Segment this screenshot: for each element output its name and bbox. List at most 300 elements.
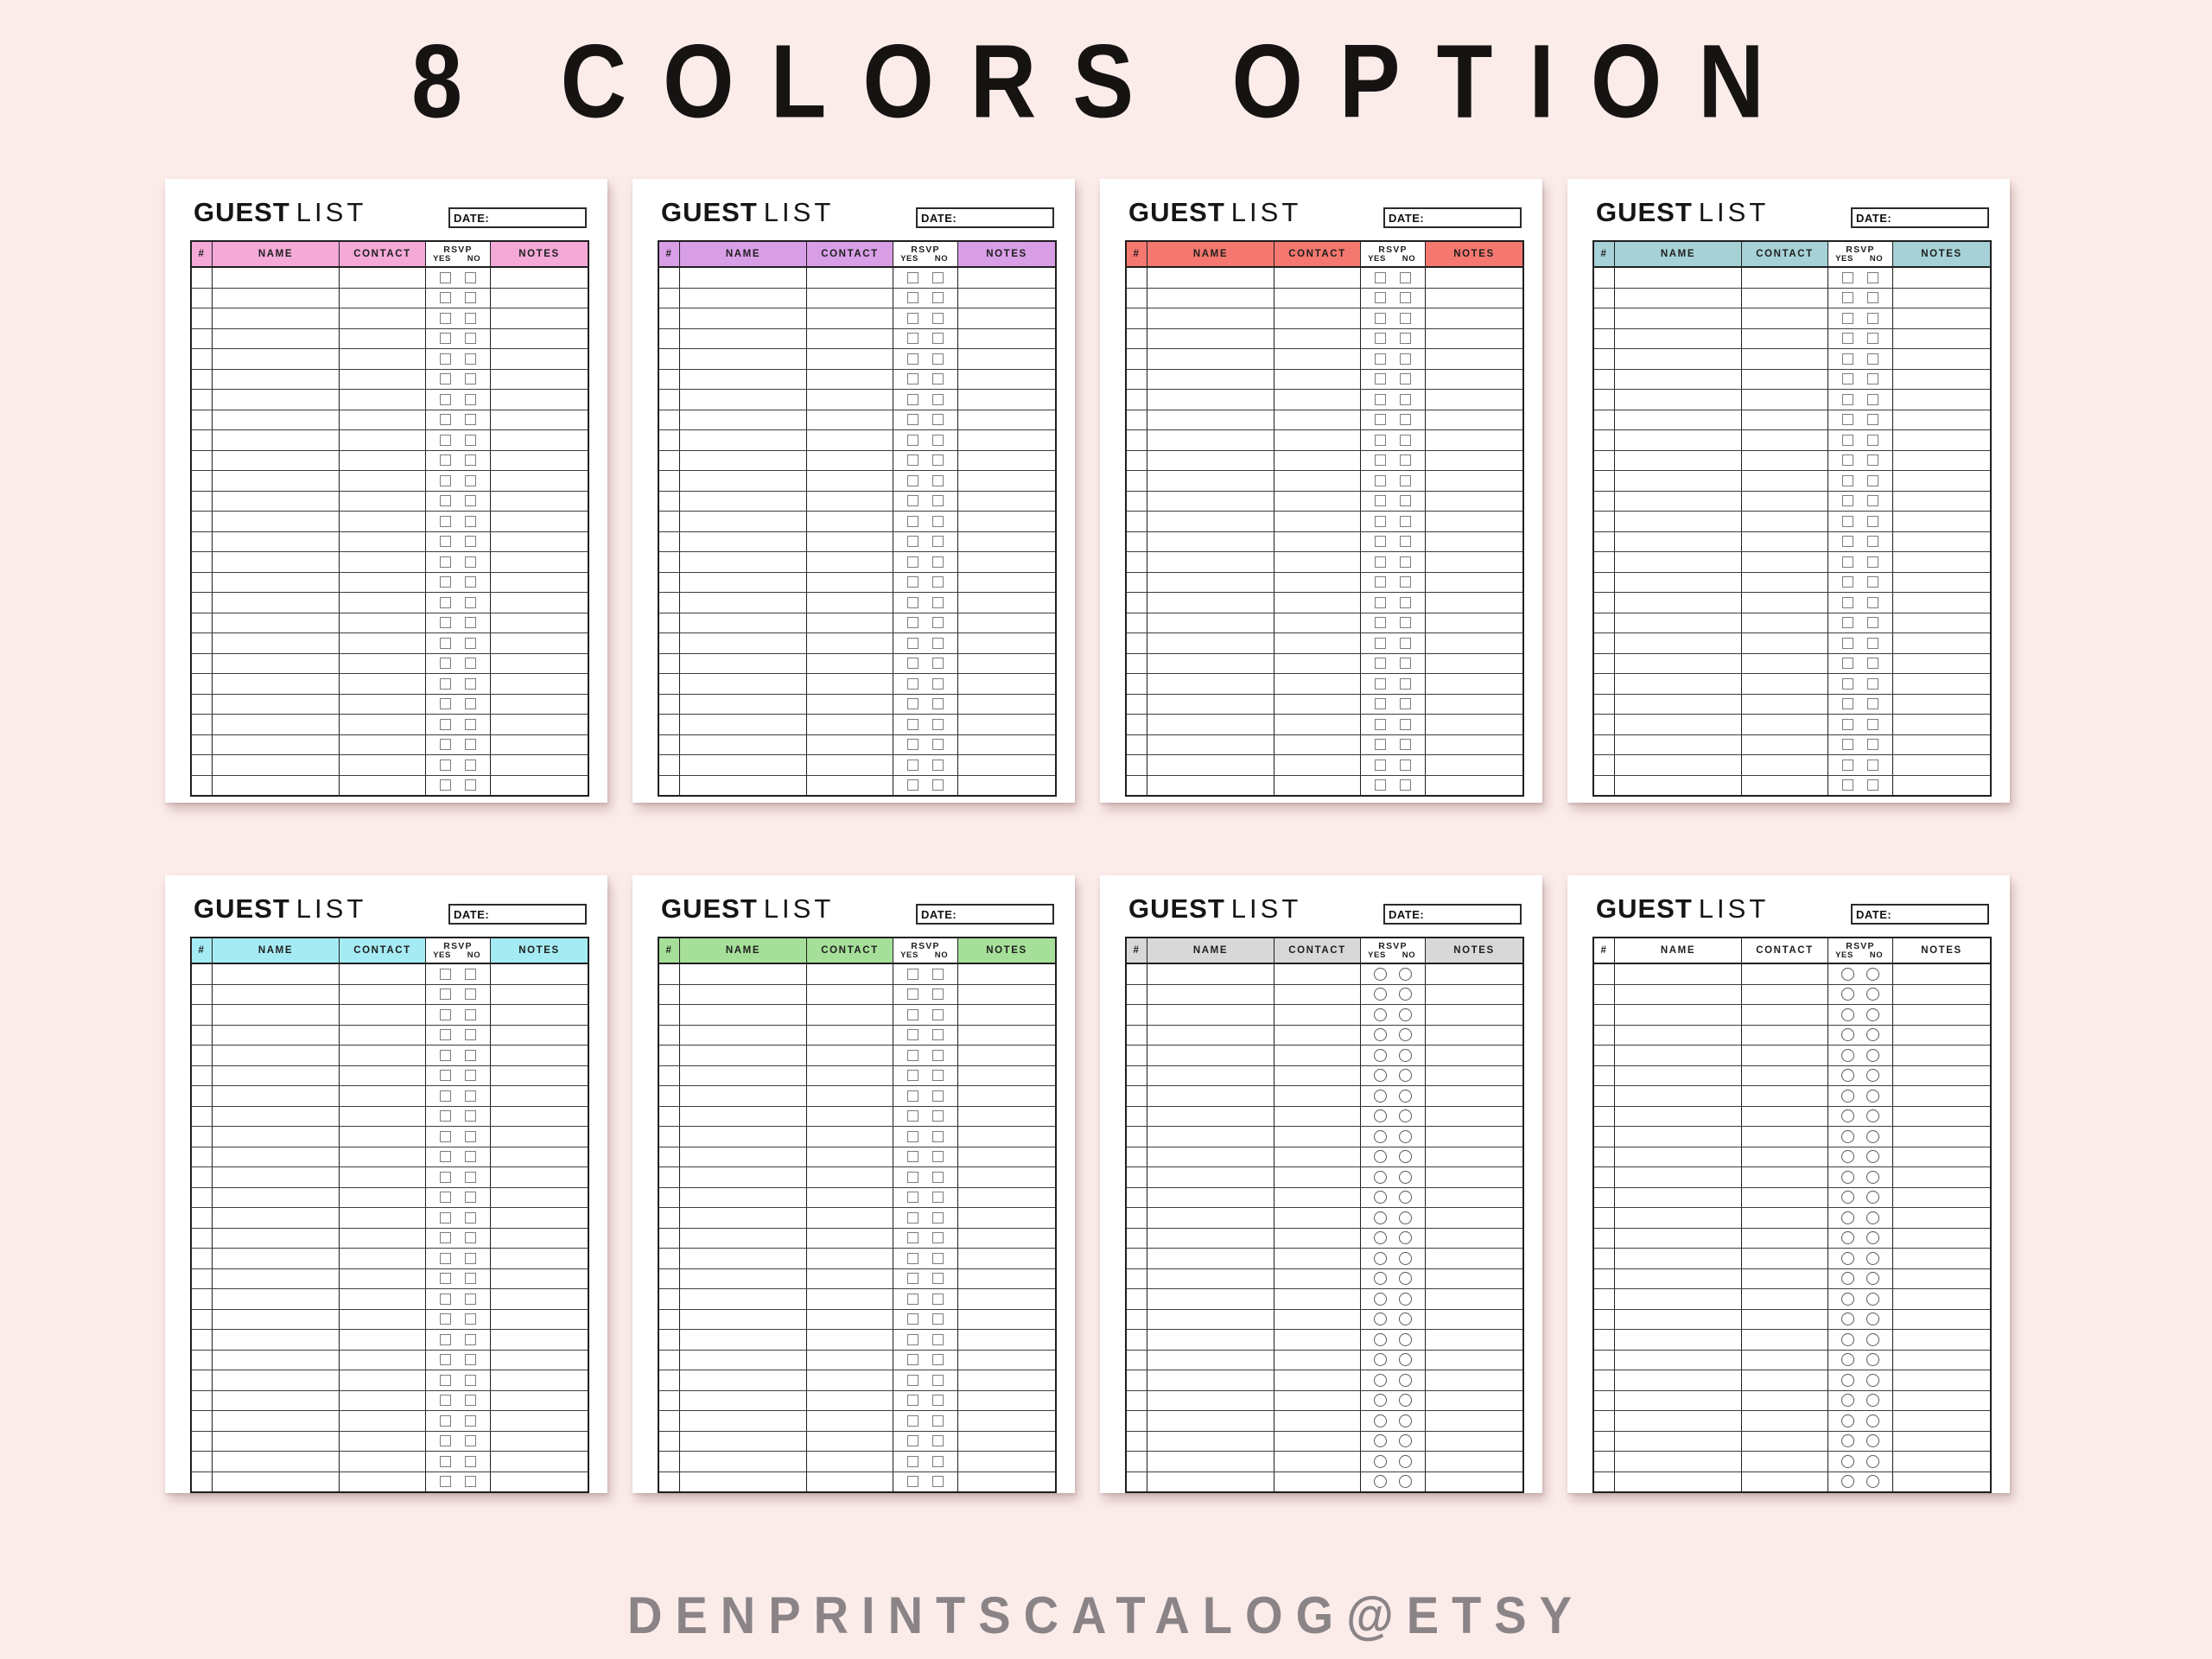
row-number-cell [1594, 1208, 1614, 1228]
notes-cell [957, 1411, 1055, 1431]
table-row [192, 1107, 588, 1128]
rsvp-yes-checkbox [1375, 394, 1386, 405]
rsvp-yes-label: YES [900, 950, 918, 960]
notes-cell [490, 1066, 588, 1086]
row-number-cell [1127, 552, 1147, 572]
rsvp-yes-checkbox [1841, 1333, 1854, 1346]
name-cell [212, 492, 339, 512]
rsvp-cell [1360, 1147, 1425, 1167]
rsvp-no-checkbox [932, 638, 944, 649]
table-row [1594, 573, 1990, 594]
row-number-cell [192, 573, 212, 593]
guest-list-title-light: LIST [296, 197, 367, 227]
row-number-cell [1594, 308, 1614, 328]
notes-cell [1425, 613, 1522, 633]
table-row [659, 1026, 1055, 1046]
contact-cell [1741, 964, 1827, 984]
contact-cell [1741, 1432, 1827, 1452]
table-row [659, 430, 1055, 451]
guest-table [658, 240, 1057, 797]
notes-cell [1892, 776, 1990, 796]
column-header-rsvp [893, 938, 957, 963]
rsvp-no-checkbox [932, 1070, 944, 1081]
table-row [1594, 308, 1990, 329]
table-row [659, 1472, 1055, 1492]
rsvp-cell [1827, 964, 1892, 984]
contact-cell [339, 1127, 425, 1147]
contact-cell [339, 370, 425, 390]
table-row [659, 776, 1055, 796]
row-number-cell [1127, 492, 1147, 512]
rsvp-yes-checkbox [1375, 475, 1386, 486]
rsvp-yes-checkbox [440, 1435, 451, 1446]
rsvp-yes-checkbox [1842, 475, 1853, 486]
name-cell [1614, 1188, 1741, 1208]
date-field [1851, 904, 1989, 925]
rsvp-no-checkbox [1867, 536, 1878, 547]
rsvp-cell [1360, 964, 1425, 984]
row-number-cell [192, 755, 212, 775]
contact-cell [339, 633, 425, 653]
name-cell [212, 308, 339, 328]
notes-cell [957, 532, 1055, 552]
rsvp-cell [1827, 1147, 1892, 1167]
notes-cell [1425, 633, 1522, 653]
row-number-cell [659, 1005, 679, 1025]
name-cell [1147, 1147, 1274, 1167]
rsvp-no-checkbox [1399, 1049, 1412, 1062]
table-row [1594, 1208, 1990, 1229]
notes-cell [957, 1046, 1055, 1065]
rsvp-yes-checkbox [440, 556, 451, 568]
rsvp-no-checkbox [1399, 1211, 1412, 1224]
table-row [1594, 1391, 1990, 1412]
rsvp-cell [1360, 329, 1425, 349]
rsvp-yes-checkbox [440, 1415, 451, 1427]
rsvp-no-checkbox [1399, 1313, 1412, 1325]
rsvp-yes-checkbox [1375, 576, 1386, 588]
table-row [192, 633, 588, 654]
row-number-cell [1594, 1370, 1614, 1390]
table-row [1594, 1411, 1990, 1432]
name-cell [212, 755, 339, 775]
row-number-cell [192, 1147, 212, 1167]
rsvp-yes-checkbox [1375, 333, 1386, 344]
notes-cell [957, 593, 1055, 613]
date-field [448, 207, 587, 228]
rsvp-no-checkbox [465, 597, 476, 608]
rsvp-cell [893, 1208, 957, 1228]
contact-cell [806, 1452, 893, 1471]
rsvp-label: RSVP [1846, 244, 1875, 255]
rsvp-yes-checkbox [1374, 1293, 1387, 1306]
name-cell [1614, 492, 1741, 512]
notes-cell [957, 512, 1055, 531]
rsvp-yes-checkbox [440, 678, 451, 690]
rsvp-cell [1360, 451, 1425, 471]
rsvp-sublabels [893, 255, 957, 264]
row-number-cell [192, 410, 212, 430]
row-number-cell [192, 1452, 212, 1471]
guest-table [658, 937, 1057, 1493]
name-cell [679, 289, 806, 308]
row-number-cell [1127, 1411, 1147, 1431]
notes-cell [490, 1026, 588, 1046]
notes-cell [490, 1046, 588, 1065]
row-number-cell [1127, 1249, 1147, 1268]
rsvp-yes-checkbox [1842, 435, 1853, 446]
rsvp-cell [1360, 532, 1425, 552]
contact-cell [339, 552, 425, 572]
rsvp-no-checkbox [465, 988, 476, 1000]
notes-cell [1892, 451, 1990, 471]
table-row [659, 1208, 1055, 1229]
rsvp-no-checkbox [1399, 1069, 1412, 1082]
row-number-cell [1127, 1391, 1147, 1411]
table-row [1127, 1046, 1522, 1066]
rsvp-yes-checkbox [440, 1375, 451, 1386]
name-cell [1614, 1208, 1741, 1228]
contact-cell [1274, 1005, 1360, 1025]
column-header-notes: NOTES [957, 938, 1055, 963]
row-number-cell [192, 1351, 212, 1370]
name-cell [1614, 1411, 1741, 1431]
table-row [192, 1452, 588, 1472]
rsvp-no-checkbox [1399, 1333, 1412, 1346]
table-row [1127, 1208, 1522, 1229]
table-row [1594, 776, 1990, 796]
rsvp-cell [425, 985, 490, 1005]
date-field [1383, 207, 1522, 228]
table-row [192, 1391, 588, 1412]
rsvp-no-checkbox [465, 719, 476, 730]
table-row [1594, 1432, 1990, 1452]
table-row [192, 1167, 588, 1188]
rsvp-yes-checkbox [440, 1294, 451, 1305]
name-cell [679, 370, 806, 390]
contact-cell [806, 370, 893, 390]
table-row [1127, 735, 1522, 756]
row-number-cell [1594, 985, 1614, 1005]
contact-cell [1741, 1452, 1827, 1471]
row-number-cell [192, 1310, 212, 1330]
notes-cell [490, 1249, 588, 1268]
table-row [1127, 1391, 1522, 1412]
contact-cell [1741, 1249, 1827, 1268]
notes-cell [490, 430, 588, 450]
contact-cell [1274, 1269, 1360, 1289]
row-number-cell [1594, 471, 1614, 491]
rsvp-no-checkbox [465, 454, 476, 466]
notes-cell [490, 776, 588, 796]
notes-cell [957, 1370, 1055, 1390]
rsvp-cell [1827, 370, 1892, 390]
table-row [1594, 370, 1990, 391]
contact-cell [806, 715, 893, 734]
rsvp-no-checkbox [1867, 698, 1878, 709]
rsvp-no-checkbox [1400, 272, 1411, 283]
contact-cell [1274, 735, 1360, 755]
rsvp-no-checkbox [1867, 454, 1878, 466]
rsvp-yes-checkbox [440, 988, 451, 1000]
notes-cell [1892, 1330, 1990, 1350]
rsvp-yes-checkbox [1841, 1374, 1854, 1387]
rsvp-yes-checkbox [1842, 760, 1853, 771]
table-row [659, 1086, 1055, 1107]
row-number-cell [1127, 1066, 1147, 1086]
table-row [1127, 1330, 1522, 1351]
name-cell [679, 1066, 806, 1086]
notes-cell [1892, 1167, 1990, 1187]
rsvp-no-checkbox [932, 969, 944, 980]
table-row [1127, 349, 1522, 370]
rsvp-cell [893, 1310, 957, 1330]
contact-cell [1274, 1351, 1360, 1370]
rsvp-cell [893, 1452, 957, 1471]
name-cell [1147, 985, 1274, 1005]
table-row [1594, 633, 1990, 654]
table-row [192, 1127, 588, 1147]
table-row [1127, 1066, 1522, 1087]
notes-cell [1425, 1127, 1522, 1147]
name-cell [1147, 1249, 1274, 1268]
rsvp-no-checkbox [465, 1435, 476, 1446]
contact-cell [806, 1269, 893, 1289]
name-cell [212, 695, 339, 715]
rsvp-no-checkbox [1866, 1028, 1879, 1041]
table-row [659, 1066, 1055, 1087]
rsvp-cell [1827, 308, 1892, 328]
rsvp-no-checkbox [1866, 1231, 1879, 1244]
rsvp-no-checkbox [1867, 739, 1878, 750]
name-cell [679, 1289, 806, 1309]
rsvp-cell [1360, 1411, 1425, 1431]
row-number-cell [1127, 390, 1147, 410]
row-number-cell [1594, 633, 1614, 653]
rsvp-cell [1360, 613, 1425, 633]
contact-cell [1274, 1391, 1360, 1411]
contact-cell [806, 735, 893, 755]
rsvp-no-checkbox [1867, 779, 1878, 791]
name-cell [1147, 1086, 1274, 1106]
name-cell [1614, 1330, 1741, 1350]
row-number-cell [1594, 755, 1614, 775]
rsvp-no-label: NO [934, 254, 949, 264]
row-number-cell [192, 633, 212, 653]
notes-cell [1892, 1188, 1990, 1208]
row-number-cell [1594, 1107, 1614, 1127]
rsvp-cell [893, 289, 957, 308]
table-row [192, 552, 588, 573]
table-header [659, 938, 1055, 964]
rsvp-no-checkbox [465, 556, 476, 568]
contact-cell [339, 410, 425, 430]
rsvp-no-checkbox [465, 333, 476, 344]
rsvp-no-checkbox [932, 1253, 944, 1264]
rsvp-yes-checkbox [907, 1375, 918, 1386]
rsvp-cell [1360, 349, 1425, 369]
name-cell [1147, 308, 1274, 328]
rsvp-cell [425, 715, 490, 734]
rsvp-yes-checkbox [907, 1476, 918, 1487]
table-row [1594, 1310, 1990, 1331]
table-row [1127, 512, 1522, 532]
contact-cell [806, 1370, 893, 1390]
table-row [1127, 1188, 1522, 1209]
rsvp-yes-checkbox [907, 1110, 918, 1122]
contact-cell [1274, 1330, 1360, 1350]
rsvp-no-checkbox [932, 454, 944, 466]
rsvp-yes-checkbox [907, 597, 918, 608]
notes-cell [1892, 633, 1990, 653]
notes-cell [490, 451, 588, 471]
rsvp-cell [1827, 1289, 1892, 1309]
contact-cell [339, 329, 425, 349]
rsvp-cell [425, 349, 490, 369]
rsvp-yes-checkbox [907, 1273, 918, 1284]
contact-cell [1741, 308, 1827, 328]
rsvp-cell [425, 776, 490, 796]
rsvp-no-checkbox [1399, 1252, 1412, 1265]
contact-cell [806, 410, 893, 430]
name-cell [212, 370, 339, 390]
contact-cell [1741, 1127, 1827, 1147]
row-number-cell [1594, 1005, 1614, 1025]
rsvp-cell [893, 430, 957, 450]
name-cell [1147, 430, 1274, 450]
rsvp-yes-checkbox [1842, 597, 1853, 608]
notes-cell [1892, 308, 1990, 328]
rsvp-no-checkbox [932, 1435, 944, 1446]
name-cell [679, 735, 806, 755]
rsvp-no-checkbox [1400, 495, 1411, 506]
rsvp-cell [1827, 1249, 1892, 1268]
rsvp-cell [1827, 1086, 1892, 1106]
table-row [192, 715, 588, 735]
notes-cell [490, 1086, 588, 1106]
table-row [1594, 390, 1990, 410]
rsvp-yes-checkbox [440, 760, 451, 771]
rsvp-yes-checkbox [1841, 1069, 1854, 1082]
column-header-contact: CONTACT [1274, 242, 1360, 266]
row-number-cell [659, 349, 679, 369]
contact-cell [339, 532, 425, 552]
rsvp-yes-checkbox [907, 1050, 918, 1061]
contact-cell [806, 289, 893, 308]
rsvp-no-label: NO [934, 950, 949, 960]
notes-cell [1425, 410, 1522, 430]
row-number-cell [1594, 735, 1614, 755]
name-cell [212, 985, 339, 1005]
rsvp-yes-checkbox [1374, 1353, 1387, 1366]
row-number-cell [1127, 1452, 1147, 1471]
notes-cell [1425, 654, 1522, 674]
notes-cell [957, 1127, 1055, 1147]
table-row [192, 1086, 588, 1107]
name-cell [1147, 1310, 1274, 1330]
notes-cell [1892, 1066, 1990, 1086]
contact-cell [806, 430, 893, 450]
table-body [192, 268, 588, 795]
rsvp-cell [425, 492, 490, 512]
rsvp-cell [1360, 471, 1425, 491]
contact-cell [1274, 1147, 1360, 1167]
row-number-cell [1127, 1351, 1147, 1370]
rsvp-no-checkbox [932, 1090, 944, 1102]
contact-cell [1741, 1167, 1827, 1187]
rsvp-no-checkbox [1399, 1293, 1412, 1306]
notes-cell [490, 633, 588, 653]
rsvp-cell [893, 1026, 957, 1046]
notes-cell [1425, 1411, 1522, 1431]
rsvp-no-checkbox [465, 760, 476, 771]
notes-cell [957, 1289, 1055, 1309]
guest-list-title [1128, 894, 1301, 924]
rsvp-no-checkbox [932, 760, 944, 771]
name-cell [212, 1127, 339, 1147]
rsvp-cell [1827, 735, 1892, 755]
contact-cell [339, 1249, 425, 1268]
table-row [1594, 735, 1990, 756]
table-row [192, 1046, 588, 1066]
row-number-cell [1594, 1127, 1614, 1147]
notes-cell [1892, 1411, 1990, 1431]
rsvp-cell [425, 735, 490, 755]
name-cell [212, 329, 339, 349]
rsvp-yes-checkbox [1841, 1191, 1854, 1204]
rsvp-yes-checkbox [907, 1456, 918, 1467]
notes-cell [957, 776, 1055, 796]
rsvp-yes-checkbox [907, 1172, 918, 1183]
name-cell [679, 390, 806, 410]
row-number-cell [659, 1370, 679, 1390]
notes-cell [1425, 1310, 1522, 1330]
rsvp-yes-checkbox [1841, 1150, 1854, 1163]
rsvp-no-checkbox [1866, 1069, 1879, 1082]
contact-cell [806, 329, 893, 349]
name-cell [1614, 735, 1741, 755]
rsvp-no-checkbox [465, 475, 476, 486]
contact-cell [1274, 613, 1360, 633]
rsvp-yes-checkbox [440, 536, 451, 547]
name-cell [1147, 964, 1274, 984]
name-cell [1147, 1107, 1274, 1127]
rsvp-yes-checkbox [1842, 414, 1853, 425]
page-title: 8 COLORS OPTION [411, 23, 1801, 140]
rsvp-sublabels [426, 255, 490, 264]
rsvp-no-checkbox [1400, 658, 1411, 669]
rsvp-yes-checkbox [907, 1131, 918, 1142]
rsvp-cell [1360, 695, 1425, 715]
rsvp-no-checkbox [465, 1334, 476, 1345]
rsvp-cell [1360, 390, 1425, 410]
table-row [659, 715, 1055, 735]
rsvp-cell [1360, 1351, 1425, 1370]
row-number-cell [1594, 1472, 1614, 1492]
name-cell [212, 1391, 339, 1411]
row-number-cell [192, 532, 212, 552]
rsvp-no-checkbox [932, 988, 944, 1000]
row-number-cell [192, 289, 212, 308]
rsvp-cell [893, 268, 957, 288]
rsvp-cell [893, 1167, 957, 1187]
name-cell [212, 1066, 339, 1086]
contact-cell [806, 674, 893, 694]
rsvp-no-checkbox [932, 313, 944, 324]
column-header-name: NAME [1614, 938, 1741, 963]
rsvp-no-checkbox [932, 1375, 944, 1386]
rsvp-cell [425, 268, 490, 288]
